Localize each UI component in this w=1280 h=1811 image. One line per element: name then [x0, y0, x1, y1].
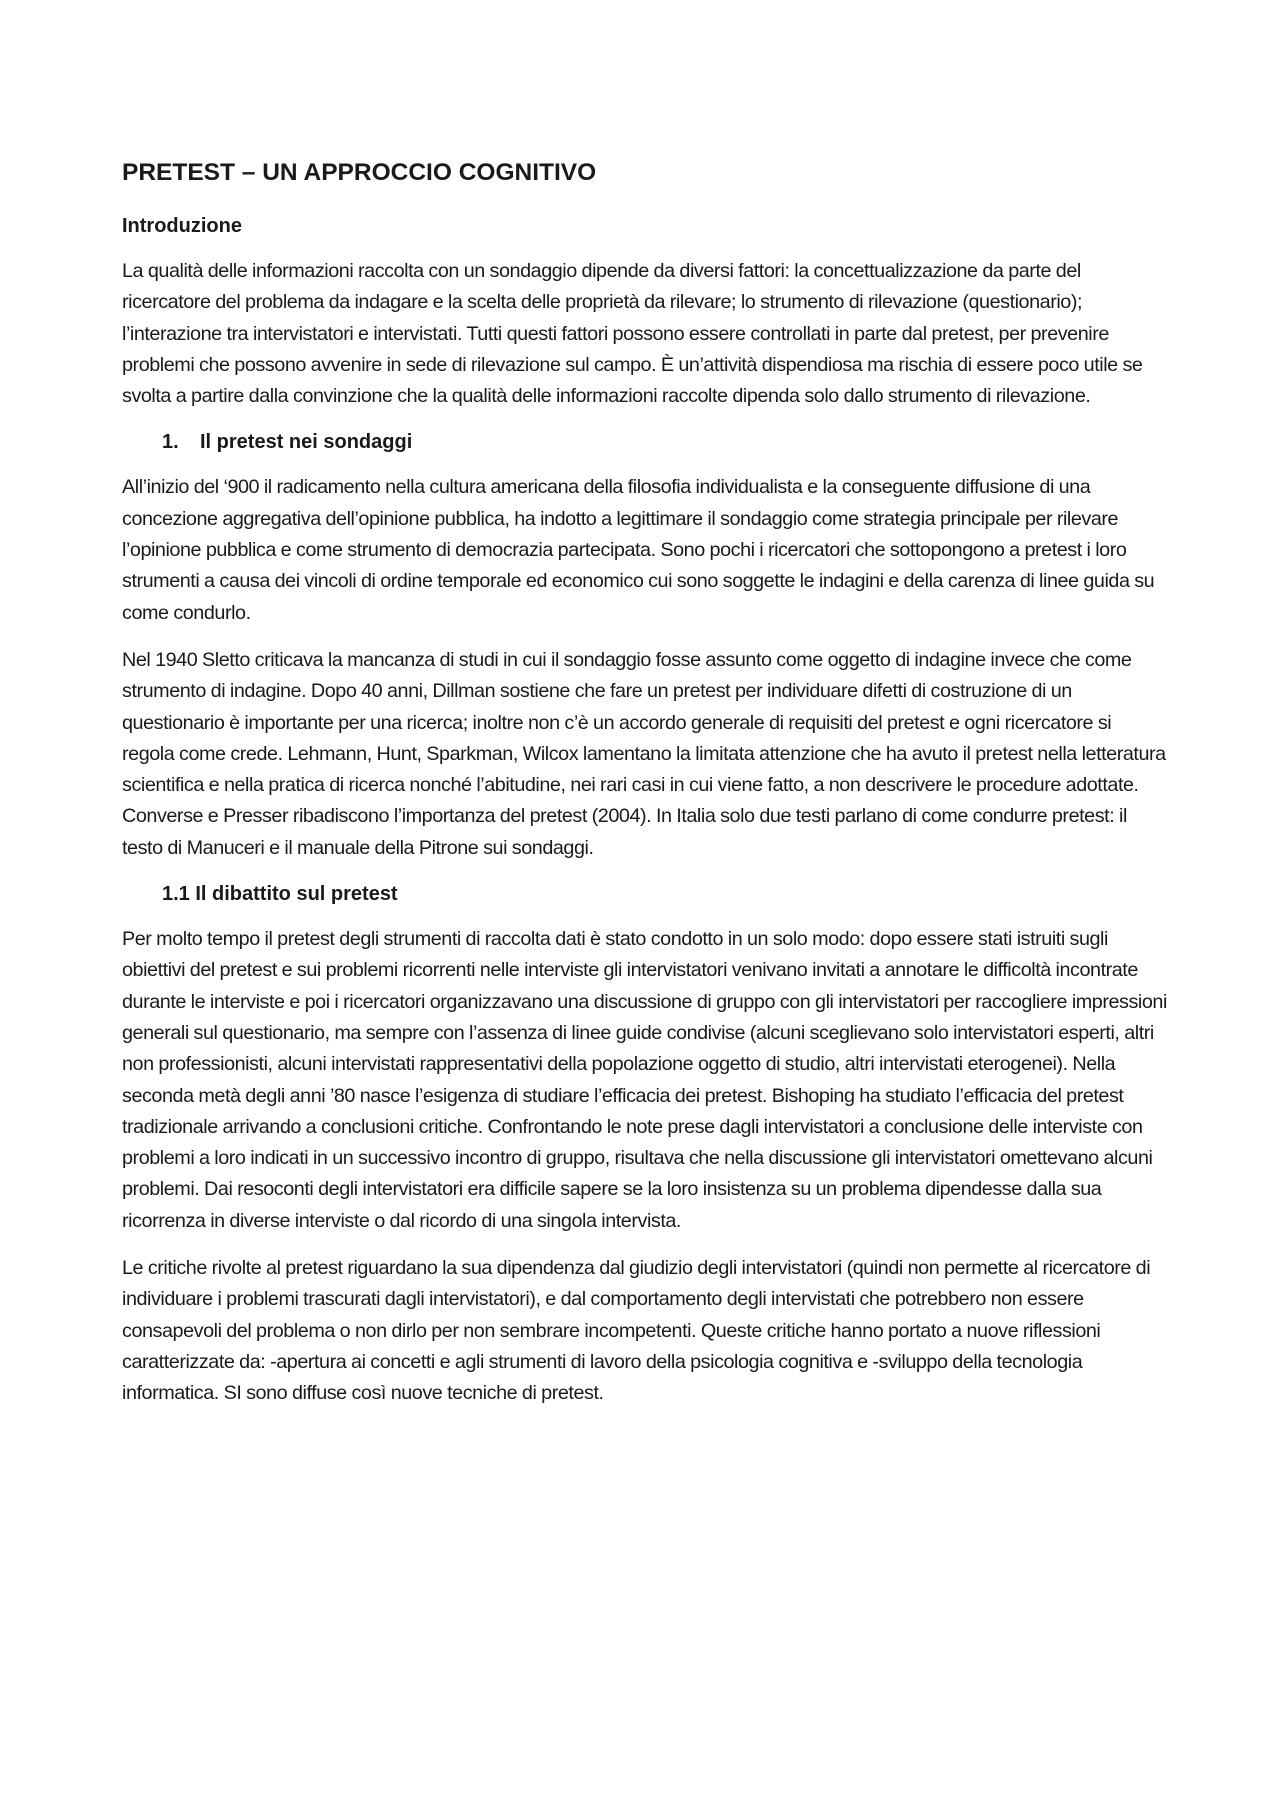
intro-paragraph: La qualità delle informazioni raccolta con un sondaggio dipende da diversi fattori: la concettualizzazione da parte del ricercatore del problema da indagare e la scelta delle proprietà da rilevare; lo strumento di rilevazione (questionario); l’interazione tra intervistatori e intervistati. Tutti questi fattori possono essere controllati in parte dal pretest, per prevenire problemi che possono avvenire in sede di rilevazione sul campo. È un’attività dispendiosa ma rischia di essere poco utile se svolta a partire dalla convinzione che la qualità delle informazioni raccolte dipenda solo dallo strumento di rilevazione. [122, 260, 1143, 408]
document-title: PRETEST – UN APPROCCIO COGNITIVO [122, 159, 597, 186]
section-1-1-paragraph-1: Per molto tempo il pretest degli strumenti di raccolta dati è stato condotto in un solo modo: dopo essere stati istruiti sugli obiettivi del pretest e sui problemi ricorrenti nelle interviste gli intervistatori venivano invitati a annotare le difficoltà incontrate durante le interviste e poi i ricercatori organizzavano una discussione di gruppo con gli intervistatori per raccogliere impressioni generali sul questionario, ma sempre con l’assenza di linee guide condivise (alcuni sceglievano solo intervistatori esperti, altri non professionisti, alcuni intervistati rappresentativi della popolazione oggetto di studio, altri intervistati eterogenei). Nella seconda metà degli anni ’80 nasce l’esigenza di studiare l’efficacia dei pretest. Bishoping ha studiato l’efficacia del pretest tradizionale arrivando a conclusioni critiche. Confrontando le note prese dagli intervistatori a conclusione delle interviste con problemi a loro indicati in un successivo incontro di gruppo, risultava che nella discussione gli intervistatori omettevano alcuni problemi. Dai resoconti degli intervistatori era difficile sapere se la loro insistenza su un problema dipendesse dalla sua ricorrenza in diverse interviste o dal ricordo di una singola intervista. [122, 928, 1167, 1232]
section-1-paragraph-2: Nel 1940 Sletto criticava la mancanza di studi in cui il sondaggio fosse assunto come oggetto di indagine invece che come strumento di indagine. Dopo 40 anni, Dillman sostiene che fare un pretest per individuare difetti di costruzione di un questionario è importante per una ricerca; inoltre non c’è un accordo generale di requisiti del pretest e ogni ricercatore si regola come crede. Lehmann, Hunt, Sparkman, Wilcox lamentano la limitata attenzione che ha avuto il pretest nella letteratura scientifica e nella pratica di ricerca nonché l’abitudine, nei rari casi in cui viene fatto, a non descrivere le procedure adottate. Converse e Presser ribadiscono l’importanza del pretest (2004). In Italia solo due testi parlano di come condurre pretest: il testo di Manuceri e il manuale della Pitrone sui sondaggi. [122, 648, 1166, 859]
intro-heading: Introduzione [122, 215, 242, 237]
section-1-1-paragraph-2: Le critiche rivolte al pretest riguardano la sua dipendenza dal giudizio degli intervistatori (quindi non permette al ricercatore di individuare i problemi trascurati dagli intervistatori), e dal comportamento degli intervistati che potrebbero non essere consapevoli del problema o non dirlo per non sembrare incompetenti. Queste critiche hanno portato a nuove riflessioni caratterizzate da: -apertura ai concetti e agli strumenti di lavoro della psicologia cognitiva e -sviluppo della tecnologia informatica. SI sono diffuse così nuove tecniche di pretest. [122, 1257, 1151, 1405]
section-1-heading [122, 428, 1167, 456]
section-1-1-heading: 1.1 Il dibattito sul pretest [162, 883, 398, 906]
section-1-title: Il pretest nei sondaggi [200, 431, 413, 454]
section-1-paragraph-1: All’inizio del ‘900 il radicamento nella cultura americana della filosofia individualista e la conseguente diffusione di una concezione aggregativa dell’opinione pubblica, ha indotto a legittimare il sondaggio come strategia principale per rilevare l’opinione pubblica e come strumento di democrazia partecipata. Sono pochi i ricercatori che sottopongono a pretest i loro strumenti a causa dei vincoli di ordine temporale ed economico cui sono soggette le indagini e della carenza di linee guida su come condurlo. [122, 476, 1155, 624]
document-body [122, 156, 1167, 1426]
section-1-number: 1. [162, 431, 179, 454]
